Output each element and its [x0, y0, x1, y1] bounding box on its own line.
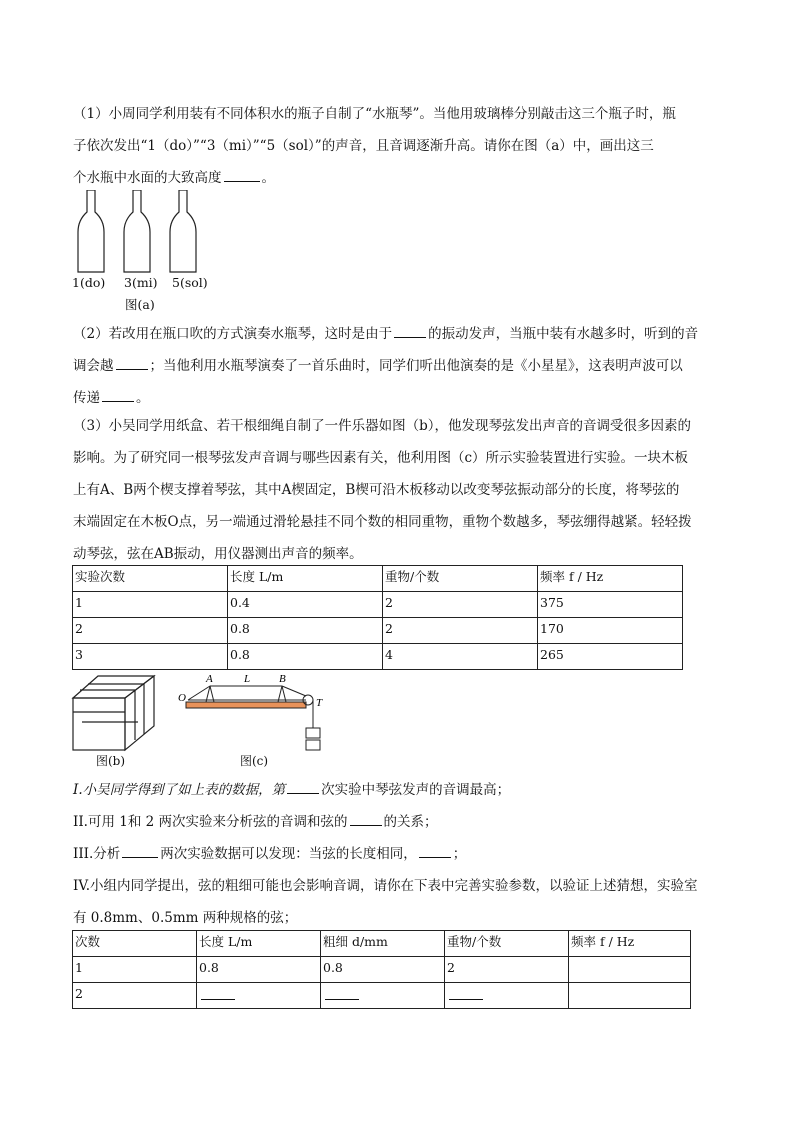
answer-blank[interactable] [325, 985, 359, 1000]
bottles-figure [70, 190, 210, 275]
sub-IV-line1: IV.小组内同学提出，弦的粗细可能也会影响音调，请你在下表中完善实验参数，以验证上述猜想，实验室 [73, 878, 698, 894]
answer-blank[interactable] [394, 322, 426, 338]
figure-c-apparatus [178, 673, 323, 750]
sub-I-text-a: I.小吴同学得到了如上表的数据，第 [73, 782, 286, 798]
table-header-cell: 次数 [73, 931, 197, 957]
table-cell: 0.4 [228, 592, 383, 618]
label-A: A [206, 673, 213, 685]
q2-line3-text: 传递 [73, 390, 100, 406]
label-L: L [244, 673, 251, 685]
sub-IV-line2: 有 0.8mm、0.5mm 两种规格的弦； [73, 910, 298, 926]
table-cell: 4 [383, 644, 538, 670]
question-3 [73, 410, 723, 570]
question-2 [73, 318, 723, 414]
figure-b-box [73, 676, 154, 750]
bottle-label-2: 3(mi) [124, 275, 158, 290]
table-cell: 0.8 [321, 957, 445, 983]
table-cell-input[interactable] [197, 983, 321, 1009]
answer-blank[interactable] [201, 985, 235, 1000]
q1-line3-text: 个水瓶中水面的大致高度 [73, 170, 222, 186]
q2-line1b: 的振动发声，当瓶中装有水越多时，听到的音 [428, 326, 699, 342]
sub-III-text-b: 两次实验数据可以发现：当弦的长度相同， [160, 846, 417, 862]
table-header-row [73, 566, 683, 592]
table-cell: 1 [73, 957, 197, 983]
table-cell: 0.8 [228, 618, 383, 644]
label-B: B [279, 673, 286, 685]
table-cell: 0.8 [228, 644, 383, 670]
table-row [73, 592, 683, 618]
sub-questions [73, 774, 723, 934]
answer-blank[interactable] [419, 842, 451, 858]
q1-line3: 个水瓶中水面的大致高度 。 [73, 162, 723, 194]
table-row [73, 983, 691, 1009]
q2-line3: 传递 。 [73, 382, 723, 414]
answer-blank[interactable] [102, 386, 134, 402]
bottle-label-1: 1(do) [72, 275, 106, 290]
q1-line1: （1）小周同学利用装有不同体积水的瓶子自制了“水瓶琴”。当他用玻璃棒分别敲击这三个瓶子时，瓶 [73, 106, 676, 122]
label-O: O [178, 692, 186, 704]
table-header-cell: 重物/个数 [445, 931, 569, 957]
q3-line3: 上有A、B两个楔支撑着琴弦，其中A楔固定，B楔可沿木板移动以改变琴弦振动部分的长度，将琴弦的 [73, 482, 680, 498]
table-cell-input[interactable] [321, 983, 445, 1009]
q2-line1 [73, 318, 723, 350]
sub-I [73, 774, 723, 806]
bottle-1 [78, 190, 104, 272]
table-cell: 2 [445, 957, 569, 983]
sub-II-text-b: 的关系； [383, 814, 438, 830]
q3-line5: 动琴弦，弦在AB振动，用仪器测出声音的频率。 [73, 546, 363, 562]
table-cell: 3 [73, 644, 228, 670]
table-row [73, 618, 683, 644]
figure-a-caption: 图(a) [125, 297, 155, 312]
answer-blank[interactable] [287, 778, 319, 794]
answer-blank[interactable] [449, 985, 483, 1000]
table-header-cell: 长度 L/m [197, 931, 321, 957]
q3-line1: （3）小吴同学用纸盒、若干根细绳自制了一件乐器如图（b），他发现琴弦发出声音的音调受很多因素的 [73, 418, 691, 434]
table-cell: 2 [383, 618, 538, 644]
table-cell: 2 [73, 618, 228, 644]
table-header-cell: 频率 f / Hz [569, 931, 691, 957]
table-row [73, 644, 683, 670]
answer-blank[interactable] [350, 810, 382, 826]
table-header-cell: 长度 L/m [228, 566, 383, 592]
table-header-cell: 粗细 d/mm [321, 931, 445, 957]
answer-blank[interactable] [122, 842, 158, 858]
table-header-cell: 重物/个数 [383, 566, 538, 592]
figure-b-caption: 图(b) [96, 754, 126, 768]
q3-line2: 影响。为了研究同一根琴弦发声音调与哪些因素有关，他利用图（c）所示实验装置进行实验。一块木板 [73, 450, 689, 466]
q3-line4: 末端固定在木板O点，另一端通过滑轮悬挂不同个数的相同重物，重物个数越多，琴弦绷得越紧。轻轻拨 [73, 514, 692, 530]
sub-II [73, 806, 723, 838]
bottle-label-3: 5(sol) [172, 275, 208, 290]
table-row [73, 957, 691, 983]
q2-line1a: （2）若改用在瓶口吹的方式演奏水瓶琴，这时是由于 [73, 326, 393, 342]
table-cell: 2 [383, 592, 538, 618]
sub-II-text-a: II.可用 1和 2 两次实验来分析弦的音调和弦的 [73, 814, 348, 830]
table-cell: 375 [538, 592, 683, 618]
bottle-3 [170, 190, 196, 272]
question-1 [73, 98, 723, 194]
bottle-2 [124, 190, 150, 272]
q2-line2a: 调会越 [73, 358, 114, 374]
label-T: T [316, 697, 323, 709]
sub-III [73, 838, 723, 870]
table-cell: 2 [73, 983, 197, 1009]
q1-line2: 子依次发出“1（do）”“3（mi）”“5（sol）”的声音，且音调逐渐升高。请你在图（a）中，画出这三 [73, 138, 654, 154]
answer-blank[interactable] [224, 166, 260, 182]
table-cell: 170 [538, 618, 683, 644]
answer-blank[interactable] [116, 354, 148, 370]
table-cell-input[interactable] [569, 983, 691, 1009]
experiment-table-2 [72, 930, 691, 1009]
q2-line2b: ；当他利用水瓶琴演奏了一首乐曲时，同学们听出他演奏的是《小星星》，这表明声波可以 [149, 358, 683, 374]
q2-line2 [73, 350, 723, 382]
table-header-row [73, 931, 691, 957]
table-cell: 0.8 [197, 957, 321, 983]
sub-III-text-c: ； [452, 846, 467, 862]
sub-III-text-a: III.分析 [73, 846, 121, 862]
experiment-table-1 [72, 565, 683, 670]
table-cell: 265 [538, 644, 683, 670]
table-cell-input[interactable] [445, 983, 569, 1009]
table-header-cell: 实验次数 [73, 566, 228, 592]
table-header-cell: 频率 f / Hz [538, 566, 683, 592]
table-cell-input[interactable] [569, 957, 691, 983]
table-cell: 1 [73, 592, 228, 618]
figure-c-caption: 图(c) [240, 754, 269, 768]
sub-I-text-b: 次实验中琴弦发声的音调最高； [321, 782, 511, 798]
